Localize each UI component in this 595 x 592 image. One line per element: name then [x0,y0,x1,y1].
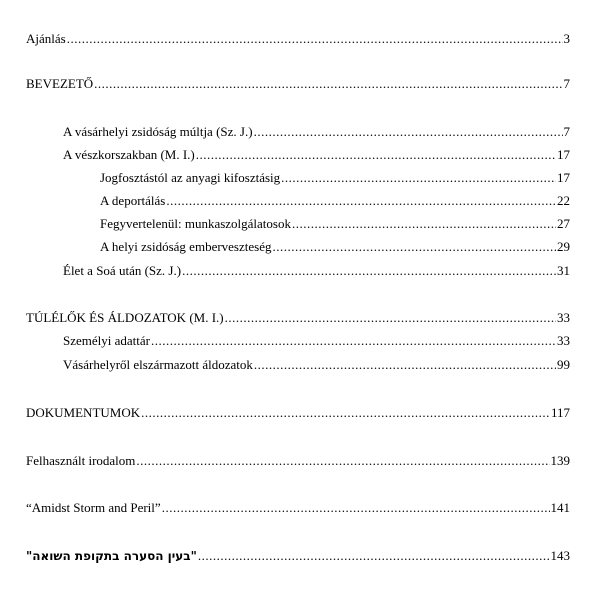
toc-entry-szemelyi-adattar[interactable] [63,333,570,349]
toc-entry-page: 17 [557,147,570,162]
toc-entry-amidst-storm-and-peril[interactable] [26,500,570,516]
toc-entry-emberveszteseg[interactable] [100,239,570,255]
toc-dot-leader [136,453,549,469]
toc-entry-page: 143 [550,548,570,563]
toc-entry-title: Fegyvertelenül: munkaszolgálatosok [100,216,291,231]
toc-entry-title: A vészkorszakban (M. I.) [63,147,195,162]
toc-entry-felhasznalt-irodalom[interactable] [26,453,570,469]
toc-dot-leader [254,357,556,373]
toc-entry-page: 99 [557,357,570,372]
toc-entry-vasarhelyi-zsidosag-multja[interactable] [63,124,570,140]
toc-entry-title: A vásárhelyi zsidóság múltja (Sz. J.) [63,124,253,139]
toc-dot-leader [182,263,556,279]
toc-entry-page: 27 [557,216,570,231]
toc-entry-page: 22 [557,193,570,208]
toc-entry-hebrew-title[interactable] [26,548,570,564]
toc-entry-title: TÚLÉLŐK ÉS ÁLDOZATOK (M. I.) [26,310,224,325]
toc-entry-veszkorszakban[interactable] [63,147,570,163]
toc-entry-title: A deportálás [100,193,166,208]
toc-dot-leader [225,310,556,326]
toc-entry-page: 139 [550,453,570,468]
toc-dot-leader [281,170,556,186]
toc-dot-leader [94,76,562,92]
toc-entry-page: 3 [563,31,570,46]
toc-entry-page: 33 [557,310,570,325]
toc-dot-leader [166,193,556,209]
toc-dot-leader [254,124,563,140]
toc-dot-leader [272,239,556,255]
toc-entry-elszarmazott-aldozatok[interactable] [63,357,570,373]
toc-entry-elet-a-soa-utan[interactable] [63,263,570,279]
toc-dot-leader [151,333,556,349]
toc-entry-title: Felhasznált irodalom [26,453,136,468]
toc-dot-leader [196,147,556,163]
toc-dot-leader [67,31,563,47]
toc-entry-ajanlas[interactable] [26,31,570,47]
toc-entry-title: “Amidst Storm and Peril” [26,500,161,515]
toc-entry-page: 31 [557,263,570,278]
toc-entry-page: 141 [550,500,570,515]
toc-dot-leader [292,216,556,232]
toc-entry-page: 117 [550,405,570,420]
toc-entry-munkaszolgalatosok[interactable] [100,216,570,232]
toc-entry-title: A helyi zsidóság emberveszteség [100,239,272,254]
toc-entry-page: 33 [557,333,570,348]
toc-entry-bevezeto[interactable] [26,76,570,92]
toc-dot-leader [162,500,550,516]
toc-entry-title: "בעין הסערה בתקופת השואה" [26,549,197,563]
toc-entry-title: Vásárhelyről elszármazott áldozatok [63,357,253,372]
toc-entry-page: 29 [557,239,570,254]
toc-entry-page: 7 [563,124,570,139]
toc-entry-title: Élet a Soá után (Sz. J.) [63,263,182,278]
toc-entry-page: 17 [557,170,570,185]
toc-entry-dokumentumok[interactable] [26,405,570,421]
toc-dot-leader [141,405,550,421]
toc-entry-page: 7 [563,76,570,91]
toc-entry-title: Ajánlás [26,31,66,46]
toc-entry-title: Jogfosztástól az anyagi kifosztásig [100,170,281,185]
toc-entry-title: BEVEZETŐ [26,76,94,91]
toc-entry-title: DOKUMENTUMOK [26,405,141,420]
toc-entry-jogfosztastol[interactable] [100,170,570,186]
toc-dot-leader [198,548,550,564]
toc-entry-deportalas[interactable] [100,193,570,209]
toc-entry-title: Személyi adattár [63,333,150,348]
toc-entry-tulelok-es-aldozatok[interactable] [26,310,570,326]
